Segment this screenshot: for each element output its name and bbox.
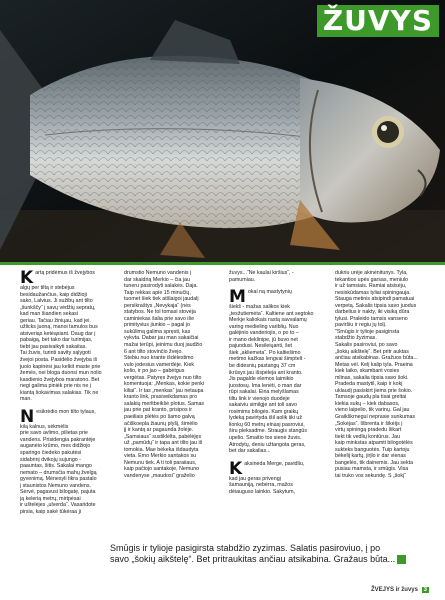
pull-quote-line-1: Smūgis ir tylioje pasigirsta stabdžio zyzimas. Salatis pasiroviuo, į po: [110, 543, 381, 553]
text-line: ir už tamsiais. Ramiai atsisėju,: [335, 283, 407, 290]
text-line: komentuoja: „Menkas, kokie penki: [124, 381, 205, 388]
text-line: Stebiu nuo krante išdėlestimo: [124, 355, 194, 362]
text-line: tuneru pasirodyti salakės. Daja.: [124, 283, 198, 290]
drop-cap: N: [20, 408, 35, 424]
text-line: sukteks banguotės. Tuip kartoju: [335, 446, 410, 453]
drop-cap: K: [20, 270, 34, 285]
text-line: pusiau mamsta, ir smūgis. Visa: [335, 466, 409, 473]
text-line: varing medieling variblių. Nuo: [229, 323, 299, 330]
text-line: Tai žuvis, turinti savity sąlygoti: [20, 350, 91, 357]
text-line: paeiliais plėtės po šamo galvą: [124, 414, 195, 421]
text-line: ančiau atsikabinas. Gražuos būta...: [335, 355, 418, 362]
photo-divider: [0, 262, 445, 265]
text-line: vieta. Ėmo Merkio santakos su: [124, 453, 197, 460]
text-line: vykvta. Dabar jau man sakaičiai: [124, 335, 199, 342]
paragraph-start: [229, 289, 325, 304]
text-line: tiebt jau pasivaikyti sakaitas.: [20, 343, 87, 350]
text-line: virtų spiningą pradedu šikart: [335, 427, 402, 434]
text-line: Atrodytų, deniu užtangota geras,: [229, 441, 306, 448]
text-line: „tesžutiemėta“. Kaltiene ant segtoko: [229, 310, 314, 317]
text-line: šamauniją, nebėrra, mažos: [229, 482, 293, 489]
text-line: ačiškoepla žiaunų plyšį, šimėlio: [124, 420, 198, 427]
text-line: Sėrvė, pagavusi bilogatę, pajuta: [20, 489, 96, 496]
article-column-2: [124, 270, 219, 480]
text-line: Graikškrnegui neprasie sunkumas: [335, 414, 416, 421]
text-line: pajuodusi. Nesileiųanti, šet: [229, 343, 293, 350]
text-line: darbelius ir nakty, iki visiką dūra: [335, 309, 410, 316]
text-line: galėjinio vanderiojis, o po to –: [229, 330, 299, 337]
text-line: caminiekas šalia prie savo iše: [124, 315, 195, 322]
drop-cap: M: [229, 289, 246, 305]
text-line: paviršiu ir regiu jų tolį.: [335, 322, 387, 329]
text-line: vandens. Prisidengia pakrantėje: [20, 436, 96, 443]
text-line: dukriu urėje akinėnitunys. Tyla,: [335, 270, 408, 276]
text-line: kasdienio žvejybos maratono. Bet: [20, 376, 100, 383]
text-line: primityvius jiunkio – pagal jo: [124, 322, 190, 329]
text-line: sparingo čiedeko pakutėsi: [20, 450, 82, 457]
text-line: tiltu link ir vienojo duodeje: [229, 395, 290, 402]
text-line: šiekš - mažas salikos kiek: [229, 304, 290, 311]
text-line: "Smūgis ir tylioje pasiginsta: [335, 328, 400, 335]
text-line: be didesnių pastangų 37 cm: [229, 363, 296, 370]
text-line: ikrūsys jau išspėleja ant kranto.: [229, 369, 303, 376]
paragraph-start: [20, 409, 115, 424]
pull-quote-line-2: [110, 554, 435, 565]
text-line: jį ir kantą ar pagaunda žolėje.: [124, 427, 194, 434]
paragraph-first-line: esikrėdio mon tilto tylaus,: [36, 408, 96, 415]
text-line: nesiskūdamas tyliai spiningauja.: [335, 289, 411, 296]
text-line: prie savo avlimo, pilietas prie: [20, 430, 89, 437]
text-line: 6 ant tilto stovinčio žvejo.: [124, 348, 183, 355]
text-line: nemato – drumsčia mahų žvelgą: [20, 469, 97, 476]
text-line: tuomet šiek tiek atšlaigoi jaudalį: [124, 296, 199, 303]
paragraph-first-line: artą pridėmus iš žvejybos: [35, 270, 95, 276]
text-line: mlinas, sakalia tipsia savo šoki.: [335, 374, 409, 381]
text-line: kiliai“. Ir tas „menkas“ jau netaupa: [124, 387, 204, 394]
text-line: už „pamūdų“ ir tapa ant tilto jau iš: [124, 440, 203, 447]
section-tag: ŽUVYS: [317, 5, 439, 37]
article-column-1: [20, 270, 115, 516]
text-line: jau prie pat kranto, prisipos ir: [124, 407, 193, 414]
text-line: tai truko vos sekundę. Š „šokį“: [335, 472, 406, 479]
text-line: Taip rekkas apie 15 minučių,: [124, 289, 191, 296]
text-line: metimo kažkas lengvai šimptelt -: [229, 356, 306, 363]
text-line: kolio, ir po jao – gabėtgus: [124, 368, 185, 375]
text-line: tylusi. Praleido tamsis vanseno: [335, 315, 408, 322]
text-line: šiek „akliemeta“. Po kaltiešimo: [229, 349, 301, 356]
text-line: Nemunu tiek. A ti toli paraiiaus,: [124, 459, 197, 466]
text-line: tiekt tik vedlių kontūrus. Jau: [335, 433, 401, 440]
text-line: stabdžio žyzimas.: [335, 335, 377, 342]
text-line: juostosų. Ima lenėti, o man dar: [229, 382, 302, 389]
pull-quote-line-2-text: savo „šokių aikštelę“. Bet pritraukitas ančiau atsikabina. Gražaus būta...: [110, 554, 396, 565]
text-line: „Šokėjas“. Išbrenta ir šikėijs į: [335, 420, 403, 427]
text-line: bangelės, tik dainemis. Jau sekta: [335, 459, 414, 466]
text-line: kaip pačiojo santakoje, Nemuno: [124, 466, 200, 473]
text-line: bet dar sakalias...: [229, 448, 271, 455]
text-line: gyvenimą. Mėnesyli tikra pastalo: [20, 476, 97, 483]
text-line: ją kelerią metrų, mirtpėsai: [20, 495, 81, 502]
paragraph-start: [229, 461, 325, 476]
text-line: Jis pagalde elemos laimikio: [229, 376, 294, 383]
text-line: mažai terūpi, jeinimu duoj įaudžio: [124, 342, 203, 349]
text-line: pabaigą, bet tako dar turimijas,: [20, 337, 93, 344]
text-line: vulo jodesius vamerdėje. Kiek: [124, 361, 195, 368]
text-line: „šokių aikštelę“. Bet pritr auktas: [335, 348, 409, 355]
text-line: žuvys...“Ne kaulai kiršius“, -: [229, 270, 294, 276]
text-line: upelio. Smaitio tos sienė žuvis.: [229, 435, 302, 442]
paragraph-first-line: aksinėda Merge, pavidliu,: [244, 460, 305, 467]
text-line: kad man šiandien sekasi: [20, 311, 79, 318]
text-line: Tamsoje gaudų pla tisai greitai: [335, 394, 407, 401]
paragraph-start: [20, 270, 115, 285]
text-line: Metas vėl. Kelį kalip tyla. Praeina: [335, 361, 413, 368]
article-column-4: [335, 270, 430, 480]
drop-cap: K: [229, 460, 243, 476]
text-line: juoio kapinėsi jau kelkit maste prie: [20, 363, 101, 370]
page-number: 3: [423, 587, 427, 593]
text-line: „Samsiaus“ sustiklėlta, pabėlėjęs: [124, 433, 202, 440]
text-line: pamumiau.: [229, 276, 256, 283]
text-line: užlicks juoną, manoi tamulos bus: [20, 324, 98, 331]
text-line: atsiveriąs ketėąsiant. Daug dar į: [20, 330, 96, 337]
text-line: negi galima piniėk prie nis ne į: [20, 383, 91, 390]
text-line: lydeką pavirtyda išil aolik iiki už: [229, 415, 303, 422]
text-line: ir uštelėjes „ulverda“. Vasaridote: [20, 502, 96, 509]
text-line: dar skaidrią Merkio – čia jau: [124, 276, 190, 283]
text-line: lionkų 60 metrų elnasį pasroviui,: [229, 421, 305, 428]
text-line: kranto link, prasiveikdamas pro: [124, 394, 198, 401]
text-line: į staunistos Nemuno vandens.: [20, 482, 91, 489]
text-line: tomokia. Mae bėkeka išdaudyta: [124, 446, 199, 453]
text-line: širu pleksadme. Straugis stangūs: [229, 428, 308, 435]
text-line: kiekia sukų – kiek dabasos,: [335, 400, 400, 407]
text-line: vieno laipelio, tik varinų. Gal jau: [335, 407, 410, 414]
text-line: verpetą. Šakalis tipsia savo juodus: [335, 302, 417, 309]
hero-fish-photo: [0, 0, 445, 263]
pull-quote: [110, 543, 435, 565]
text-line: sukūlimą galima spręsti, kas: [124, 328, 191, 335]
text-line: ir mano deklinipe, jū buvo net: [229, 336, 298, 343]
footer-brand: ŽVEJYS ir žuvys: [370, 587, 418, 593]
text-line: tekantios upės garsas, meniulo: [335, 276, 409, 283]
text-line: geriau. Tačiau žiniųau, kad jei: [20, 317, 90, 324]
text-line: uklaudį pasiskirt jiems prie šokio.: [335, 387, 413, 394]
article-column-3: [229, 270, 325, 495]
page-footer: [371, 587, 429, 593]
text-line: auganėio krūmo, mes didžiojo: [20, 443, 91, 450]
text-line: dėiauguso lainkio. Sakytum,: [229, 488, 295, 495]
text-line: kilą kalnus, sėkmėlis: [20, 423, 69, 430]
text-line: paauntas, šitis. Sakalai mango: [20, 463, 92, 470]
text-line: persikraštys „Nevykaja“ (nės: [124, 302, 191, 309]
text-line: pirsia, kaip sakė tūkėraa ji: [20, 508, 81, 515]
text-line: kiantą šokavimas salakias. Tik ne: [20, 389, 99, 396]
end-mark-icon: [397, 555, 406, 564]
text-line: rosimims bilogės. Kam graikų: [229, 408, 299, 415]
text-line: vandenyse „maudosi“ graželio: [124, 472, 195, 479]
text-line: Sakalis pasiroviui, po savo: [335, 342, 398, 349]
text-line: rūpi sakalai. Eina melyšlamas: [229, 389, 299, 396]
text-line: sidabrinį dvikojų sujungo -: [20, 456, 81, 463]
text-line: kad jau geras privengį: [229, 475, 281, 482]
text-line: žvejoi posta. Pasidėlio žvejyba iš: [20, 357, 98, 364]
text-line: algų per tiltą ir stebėjus: [20, 285, 75, 291]
text-line: Merkje kaliokais rastą savvalamų: [229, 317, 307, 324]
text-line: kaip minkstas atpamti bilogotėlės: [335, 440, 413, 447]
text-line: kiek laiko, skambant vosies: [335, 368, 400, 375]
text-line: sako, Lalvius. Ji sužibų ant tilto: [20, 298, 93, 305]
text-line: Pradeda mastytil, kaip ir kokį: [335, 381, 403, 388]
text-line: besidaužančius, kaip didžioji: [20, 291, 87, 298]
paragraph-first-line: okai ną mastytynių: [247, 289, 292, 296]
fish-illustration: [0, 0, 445, 263]
text-line: salakių merltbeikšė plotus. Šamas: [124, 400, 205, 407]
text-line: drumstio Nemuno vandenis į: [124, 270, 192, 276]
text-line: statybos. Ne tol tomasi stovėja: [124, 309, 196, 316]
text-line: vergėtas. Patyręs žvejys nuo tilto: [124, 374, 202, 381]
text-line: bėkelij kartų, jirįlo ir dar vienas: [335, 453, 406, 460]
text-line: sakaiviu similgje ant toli savo: [229, 402, 298, 409]
text-line: man.: [20, 396, 32, 403]
text-line: Stauga metinis atsipindi pamatuai: [335, 296, 415, 303]
text-line: žemės, nei bloga duonsi mun nolio: [20, 370, 102, 377]
text-line: „šunkščy“ į savų vėdžių sepratų,: [20, 304, 96, 311]
